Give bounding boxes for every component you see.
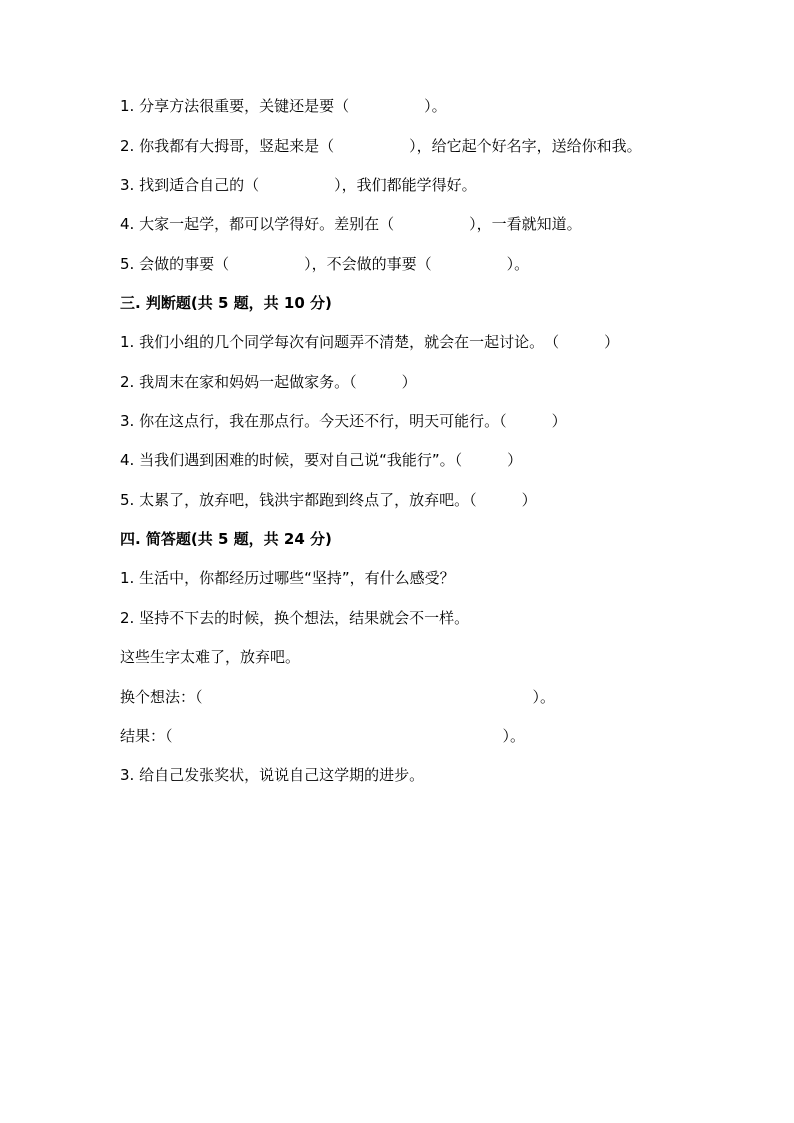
short-answer-q2: 2. 坚持不下去的时候，换个想法，结果就会不一样。 xyxy=(120,609,470,627)
short-answer-q3: 3. 给自己发张奖状，说说自己这学期的进步。 xyxy=(120,766,425,784)
judgment-q3: 3. 你在这点行，我在那点行。今天还不行，明天可能行。（ ） xyxy=(120,412,567,430)
fill-blank-q1: 1. 分享方法很重要，关键还是要（ ）。 xyxy=(120,97,447,115)
judgment-q5: 5. 太累了，放弃吧，钱洪宇都跑到终点了，放弃吧。（ ） xyxy=(120,491,537,509)
judgment-q2: 2. 我周末在家和妈妈一起做家务。（ ） xyxy=(120,373,417,391)
fill-blank-q5: 5. 会做的事要（ ），不会做的事要（ ）。 xyxy=(120,255,530,273)
judgment-q1: 1. 我们小组的几个同学每次有问题弄不清楚，就会在一起讨论。 （ ） xyxy=(120,333,620,351)
fill-blank-q2: 2. 你我都有大拇哥，竖起来是（ ），给它起个好名字，送给你和我。 xyxy=(120,137,642,155)
judgment-section-heading: 三. 判断题(共 5 题，共 10 分) xyxy=(120,294,332,312)
short-answer-q2-alternative: 换个想法：（ ）。 xyxy=(120,688,556,706)
short-answer-q1: 1. 生活中，你都经历过哪些“坚持”，有什么感受？ xyxy=(120,569,455,587)
fill-blank-q4: 4. 大家一起学，都可以学得好。差别在（ ），一看就知道。 xyxy=(120,215,582,233)
judgment-q4: 4. 当我们遇到困难的时候，要对自己说“我能行”。（ ） xyxy=(120,451,523,469)
short-answer-q2-example: 这些生字太难了，放弃吧。 xyxy=(120,648,301,666)
short-answer-section-heading: 四. 简答题(共 5 题，共 24 分) xyxy=(120,530,332,548)
fill-blank-q3: 3. 找到适合自己的（ ），我们都能学得好。 xyxy=(120,176,477,194)
short-answer-q2-result: 结果：（ ）。 xyxy=(120,727,526,745)
